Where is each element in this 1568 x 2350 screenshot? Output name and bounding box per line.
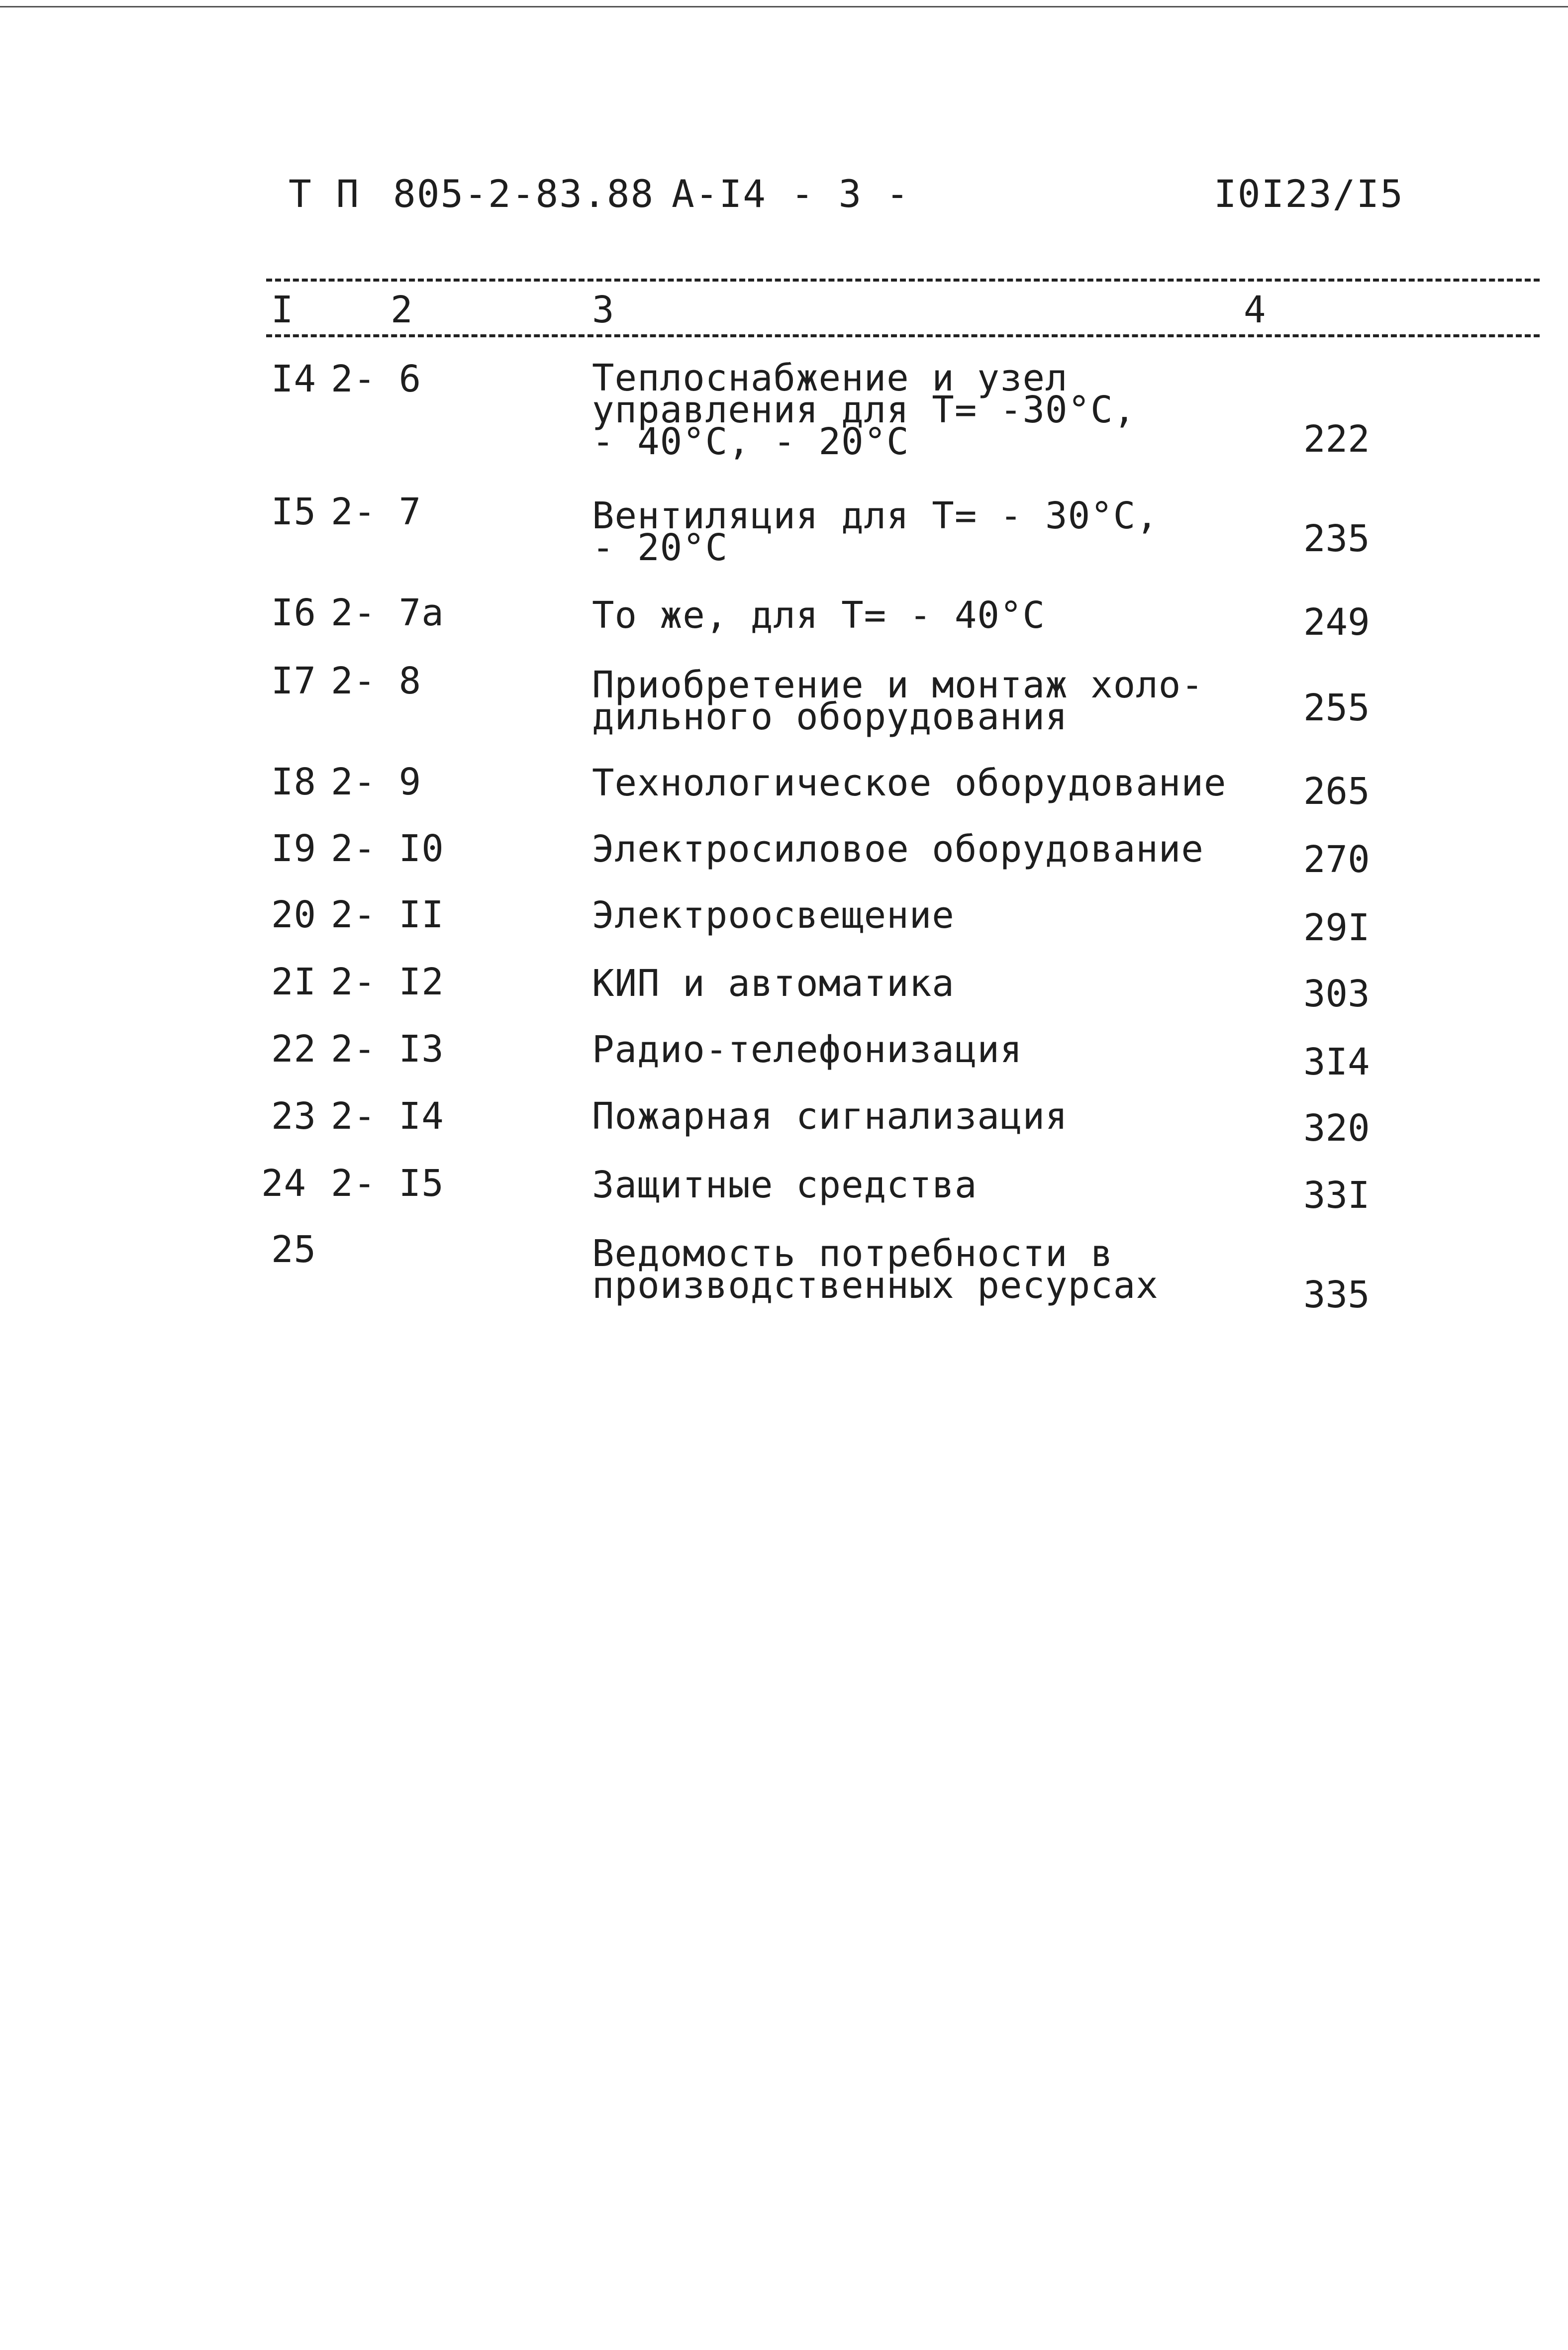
row-title: То же, для T= - 40°C (592, 594, 1046, 637)
row-page: 235 (1303, 517, 1370, 560)
row-sheet: 2- 8 (331, 660, 422, 702)
row-page: 29I (1303, 906, 1370, 949)
row-title: Электросиловое оборудование (592, 828, 1204, 871)
row-title: Теплоснабжение и узел управления для T= -30°C, - 40°C, - 20°C (592, 357, 1136, 463)
row-number: I4 (271, 358, 317, 400)
row-page: 335 (1303, 1273, 1370, 1316)
column-number-2: 2 (391, 289, 413, 331)
top-scan-rule (0, 6, 1568, 7)
row-number: I8 (271, 761, 317, 803)
row-title: Пожарная сигнализация (592, 1095, 1068, 1138)
row-page: 3I4 (1303, 1041, 1370, 1083)
row-number: 22 (271, 1028, 317, 1071)
row-sheet: 2- I0 (331, 827, 444, 870)
row-page: 249 (1303, 601, 1370, 644)
row-number: 24 (261, 1162, 307, 1205)
row-sheet: 2- 9 (331, 761, 422, 803)
header-page-mark: - 3 - (791, 172, 910, 216)
column-number-1: I (271, 289, 294, 331)
column-number-4: 4 (1244, 289, 1266, 331)
row-sheet: 2- I3 (331, 1028, 444, 1071)
row-sheet: 2- II (331, 893, 444, 936)
row-number: I7 (271, 660, 317, 702)
row-title: Приобретение и монтаж холо- дильного оборудования (592, 664, 1204, 738)
row-sheet: 2- 7 (331, 490, 422, 533)
row-page: 265 (1303, 770, 1370, 813)
column-number-3: 3 (592, 289, 614, 331)
table-rule-bottom (266, 334, 1540, 337)
row-number: 23 (271, 1095, 317, 1138)
row-number: I9 (271, 827, 317, 870)
row-number: 25 (271, 1228, 317, 1271)
row-title: Вентиляция для T= - 30°C, - 20°C (592, 494, 1159, 569)
row-title: КИП и автоматика (592, 962, 955, 1005)
row-sheet: 2- I5 (331, 1162, 444, 1205)
row-number: I5 (271, 490, 317, 533)
header-project: 805-2-83.88 (393, 172, 655, 216)
row-page: 303 (1303, 973, 1370, 1015)
row-page: 222 (1303, 418, 1370, 461)
row-number: 20 (271, 893, 317, 936)
row-title: Электроосвещение (592, 894, 955, 937)
header-album: А-I4 (672, 172, 767, 216)
table-rule-top (266, 279, 1540, 282)
row-page: 270 (1303, 838, 1370, 881)
row-number: 2I (271, 961, 317, 1003)
row-title: Ведомость потребности в производственных ресурсах (592, 1232, 1159, 1307)
row-sheet: 2- I4 (331, 1095, 444, 1138)
row-page: 33I (1303, 1174, 1370, 1217)
row-sheet: 2- I2 (331, 961, 444, 1003)
row-title: Технологическое оборудование (592, 762, 1227, 804)
row-number: I6 (271, 591, 317, 634)
header-code: I0I23/I5 (1214, 172, 1404, 216)
row-sheet: 2- 6 (331, 358, 422, 400)
row-title: Защитные средства (592, 1164, 978, 1206)
row-page: 320 (1303, 1107, 1370, 1150)
row-sheet: 2- 7a (331, 591, 444, 634)
row-title: Радио-телефонизация (592, 1028, 1023, 1071)
row-page: 255 (1303, 686, 1370, 729)
header-series: Т П (289, 172, 360, 216)
